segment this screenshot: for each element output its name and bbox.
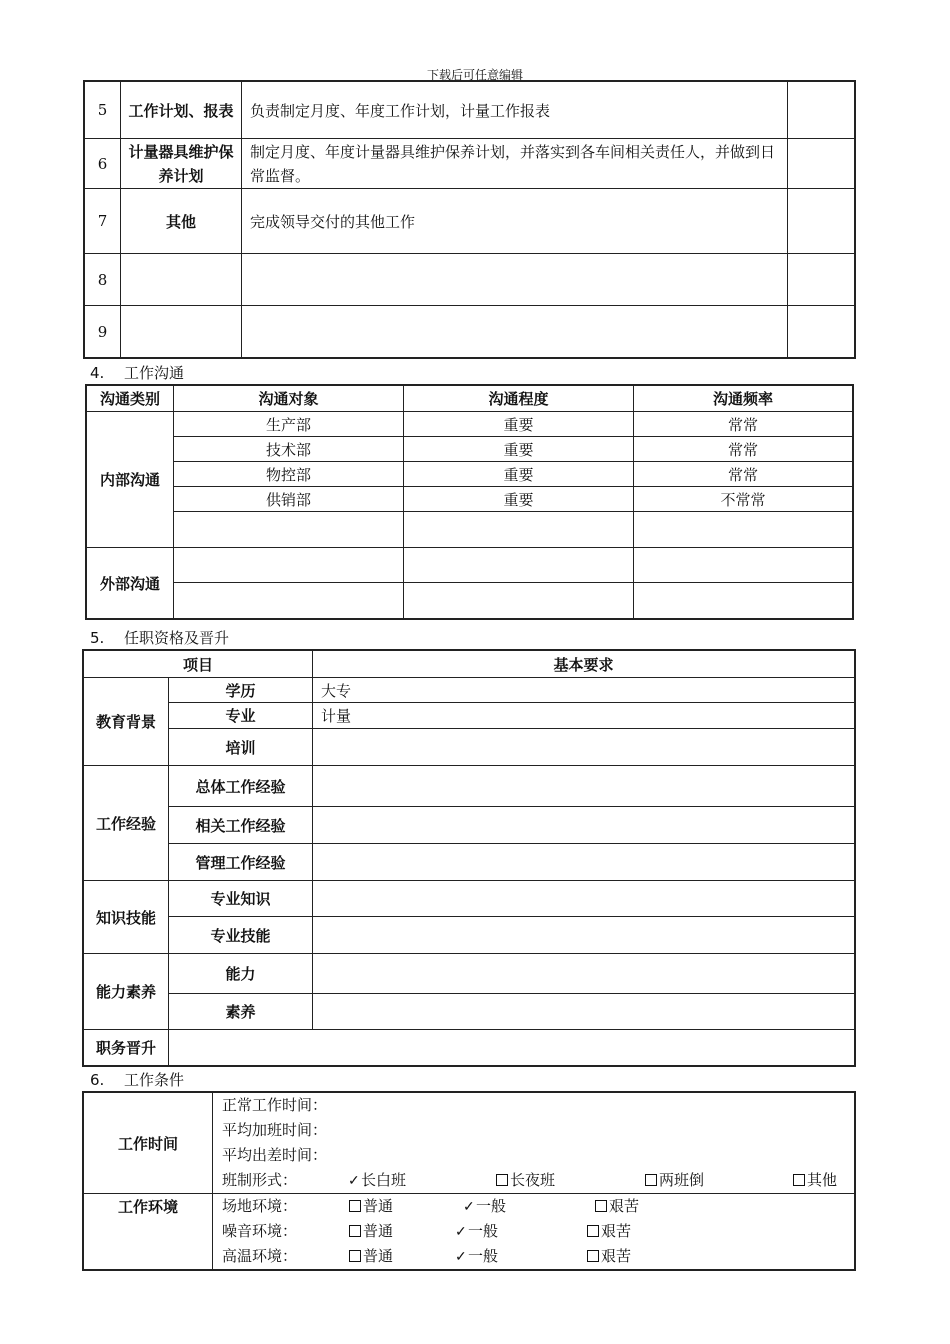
section-title: 任职资格及晋升: [124, 629, 230, 647]
section-4-heading: [90, 362, 184, 383]
table-row: [85, 254, 855, 306]
shift-option[interactable]: 两班倒: [645, 1168, 704, 1193]
ability-sub-label: 能力: [169, 954, 313, 994]
table-row: [84, 917, 855, 954]
comm-freq: 不常常: [634, 487, 853, 512]
duty-extra: [788, 254, 855, 306]
comm-freq: 常常: [634, 462, 853, 487]
trip-line: [222, 1143, 854, 1168]
duty-desc: [242, 254, 788, 306]
work-time-label: 工作时间: [84, 1093, 213, 1194]
env-option[interactable]: ✓一般: [455, 1244, 498, 1270]
col-header: 沟通程度: [404, 386, 634, 412]
major-label: 专业: [169, 703, 313, 729]
shift-label: 班制形式：: [222, 1171, 298, 1189]
duty-no: 8: [85, 254, 121, 306]
comm-level: 重要: [404, 462, 634, 487]
comm-level: 重要: [404, 487, 634, 512]
table-row: [87, 548, 853, 583]
table-row: [85, 306, 855, 358]
table-row: [87, 462, 853, 487]
table-row: [84, 766, 855, 807]
section-number: 5.: [90, 629, 105, 647]
table-row: [84, 844, 855, 881]
table-row: [84, 881, 855, 917]
degree-value: 大专: [313, 678, 855, 703]
experience-label: 工作经验: [84, 766, 169, 881]
checkbox-icon: [496, 1174, 508, 1186]
checkmark-icon: ✓: [455, 1249, 467, 1265]
table-row: [84, 807, 855, 844]
env-option[interactable]: 普通: [349, 1194, 393, 1219]
env-option[interactable]: ✓一般: [455, 1219, 498, 1245]
comm-level: 重要: [404, 412, 634, 437]
section-number: 6.: [90, 1071, 105, 1089]
duty-name: 其他: [121, 189, 242, 254]
env-option[interactable]: ✓一般: [463, 1194, 506, 1220]
checkbox-icon: [349, 1250, 361, 1262]
duty-extra: [788, 82, 855, 139]
total-experience-label: 总体工作经验: [169, 766, 313, 807]
duties-table: [84, 81, 855, 358]
col-header: 沟通对象: [174, 386, 404, 412]
qualification-table: [83, 650, 855, 1066]
checkbox-icon: [587, 1225, 599, 1237]
duty-name: 工作计划、报表: [121, 82, 242, 139]
table-row: [85, 189, 855, 254]
checkbox-icon: [645, 1174, 657, 1186]
site-env-label: 场地环境：: [222, 1197, 298, 1215]
duty-extra: [788, 306, 855, 358]
comm-target: 生产部: [174, 412, 404, 437]
duty-extra: [788, 189, 855, 254]
section-title: 工作沟通: [124, 364, 185, 382]
heat-env-label: 高温环境：: [222, 1247, 298, 1265]
major-value: 计量: [313, 703, 855, 729]
checkbox-icon: [595, 1200, 607, 1212]
duty-desc: 制定月度、年度计量器具维护保养计划，并落实到各车间相关责任人，并做到日常监督。: [242, 139, 788, 189]
checkmark-icon: ✓: [463, 1199, 475, 1215]
site-env-line: [222, 1194, 854, 1219]
work-time-cell: [213, 1093, 855, 1194]
duty-name: [121, 306, 242, 358]
shift-option[interactable]: 其他: [793, 1168, 837, 1193]
section-number: 4.: [90, 364, 105, 382]
degree-label: 学历: [169, 678, 313, 703]
table-row: [84, 954, 855, 994]
skills-label: 知识技能: [84, 881, 169, 954]
comm-freq: 常常: [634, 412, 853, 437]
env-option[interactable]: 普通: [349, 1219, 393, 1244]
duty-desc: [242, 306, 788, 358]
overtime-label: 平均加班时间：: [222, 1121, 328, 1139]
checkmark-icon: ✓: [348, 1173, 360, 1189]
comm-level: 重要: [404, 437, 634, 462]
env-option[interactable]: 普通: [349, 1244, 393, 1269]
quality-label: 素养: [169, 994, 313, 1030]
duty-desc: 负责制定月度、年度工作计划，计量工作报表: [242, 82, 788, 139]
col-header: 基本要求: [313, 651, 855, 678]
communication-table: [86, 385, 853, 619]
work-env-label: 工作环境: [84, 1194, 213, 1270]
trip-label: 平均出差时间：: [222, 1146, 328, 1164]
promotion-label: 职务晋升: [84, 1030, 169, 1066]
noise-env-label: 噪音环境：: [222, 1222, 298, 1240]
ability-label: 能力素养: [84, 954, 169, 1030]
section-5-heading: [90, 627, 229, 648]
table-row: [85, 139, 855, 189]
education-label: 教育背景: [84, 678, 169, 766]
table-row: [87, 487, 853, 512]
heat-env-line: [222, 1244, 854, 1269]
table-row: [84, 729, 855, 766]
duty-desc: 完成领导交付的其他工作: [242, 189, 788, 254]
env-option[interactable]: 艰苦: [587, 1219, 631, 1244]
duty-no: 6: [85, 139, 121, 189]
comm-target: 供销部: [174, 487, 404, 512]
management-experience-label: 管理工作经验: [169, 844, 313, 881]
shift-option[interactable]: ✓长白班: [348, 1168, 406, 1194]
tech-skill-label: 专业技能: [169, 917, 313, 954]
duty-no: 9: [85, 306, 121, 358]
table-row: [84, 1093, 855, 1194]
table-row: [87, 437, 853, 462]
knowledge-label: 专业知识: [169, 881, 313, 917]
comm-freq: 常常: [634, 437, 853, 462]
duty-extra: [788, 139, 855, 189]
table-header-row: [87, 386, 853, 412]
checkbox-icon: [587, 1250, 599, 1262]
duty-name: 计量器具维护保养计划: [121, 139, 242, 189]
checkmark-icon: ✓: [455, 1224, 467, 1240]
table-row: [84, 1194, 855, 1270]
normal-time-label: 正常工作时间：: [222, 1096, 328, 1114]
table-row: [84, 1030, 855, 1066]
training-label: 培训: [169, 729, 313, 766]
conditions-table: [83, 1092, 855, 1270]
page-header: 下载后可任意编辑: [426, 68, 523, 82]
overtime-line: [222, 1118, 854, 1143]
internal-comm-label: 内部沟通: [87, 412, 174, 548]
related-experience-label: 相关工作经验: [169, 807, 313, 844]
table-row: [87, 583, 853, 619]
table-header-row: [84, 651, 855, 678]
external-comm-label: 外部沟通: [87, 548, 174, 619]
table-row: [85, 82, 855, 139]
env-option[interactable]: 艰苦: [595, 1194, 639, 1219]
normal-time-line: [222, 1093, 854, 1118]
table-row: [84, 678, 855, 703]
duty-no: 5: [85, 82, 121, 139]
duty-name: [121, 254, 242, 306]
section-6-heading: [90, 1069, 184, 1090]
comm-target: 物控部: [174, 462, 404, 487]
table-row: [87, 412, 853, 437]
noise-env-line: [222, 1219, 854, 1244]
env-option[interactable]: 艰苦: [587, 1244, 631, 1269]
comm-target: 技术部: [174, 437, 404, 462]
work-env-cell: [213, 1194, 855, 1270]
shift-line: [222, 1168, 854, 1193]
checkbox-icon: [793, 1174, 805, 1186]
col-header: 沟通频率: [634, 386, 853, 412]
duty-no: 7: [85, 189, 121, 254]
col-header: 项目: [84, 651, 313, 678]
shift-option[interactable]: 长夜班: [496, 1168, 555, 1193]
checkbox-icon: [349, 1200, 361, 1212]
section-title: 工作条件: [124, 1071, 185, 1089]
table-row: [87, 512, 853, 548]
table-row: [84, 994, 855, 1030]
col-header: 沟通类别: [87, 386, 174, 412]
checkbox-icon: [349, 1225, 361, 1237]
table-row: [84, 703, 855, 729]
